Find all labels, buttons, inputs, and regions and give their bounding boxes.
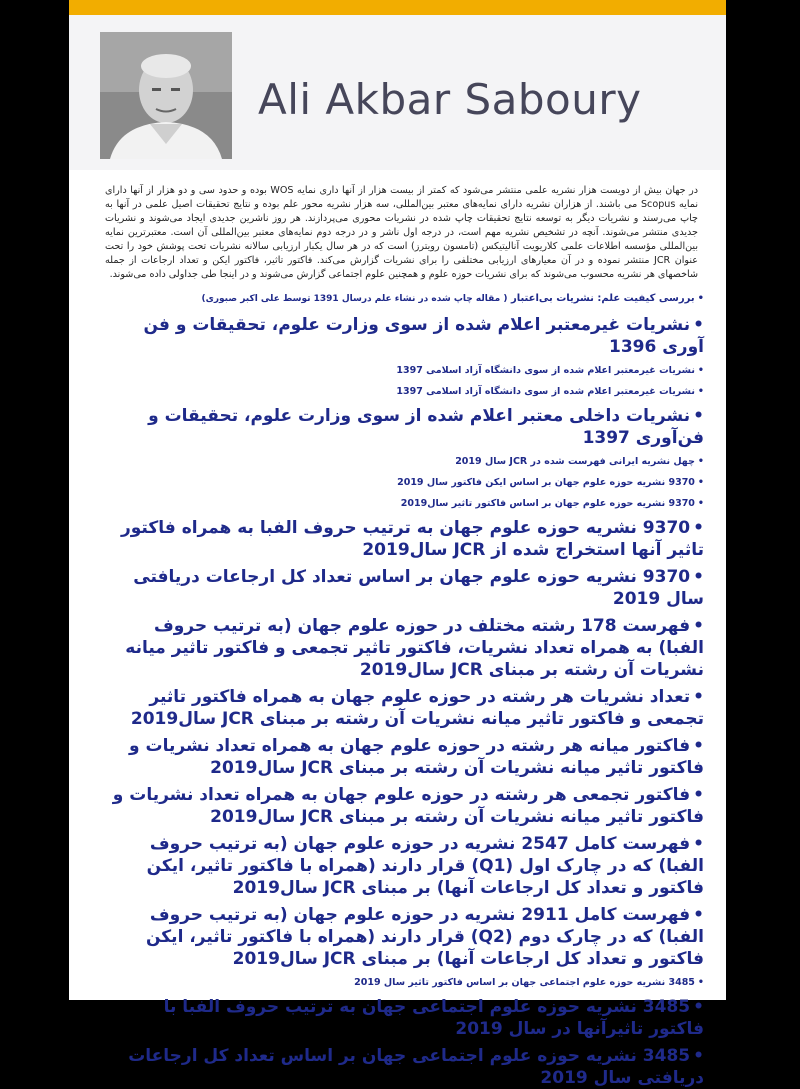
bullet-icon: • bbox=[693, 785, 704, 805]
list-item-label[interactable]: فاکتور میانه هر رشته در حوزه علوم جهان به همراه تعداد نشریات و فاکتور تاثیر میانه نشریات آن رشته بر مبنای JCR سال2019 bbox=[129, 736, 704, 778]
bullet-icon: • bbox=[697, 498, 704, 509]
profile-name: Ali Akbar Saboury bbox=[258, 75, 642, 124]
list-item-label[interactable]: فهرست کامل 2911 نشریه در حوزه علوم جهان (به ترتیب حروف الفبا) که در چارک دوم (Q2) قرار دارند (همراه با فاکتور تاثیر، ایکن فاکتور و تعداد کل ارجاعات آنها) بر مبنای JCR سال2019 bbox=[146, 905, 704, 969]
bullet-icon: • bbox=[693, 518, 704, 538]
profile-photo bbox=[100, 32, 232, 159]
list-item-label[interactable]: چهل نشریه ایرانی فهرست شده در JCR سال 2019 bbox=[455, 456, 695, 467]
intro-paragraph: در جهان بیش از دویست هزار نشریه علمی منتشر می‌شود که کمتر از بیست هزار از آنها داری نمایه WOS بوده و حدود سی و دو هزار از آنها دارای نمایه Scopus می باشند. از هزاران نشریه دارای نمایه‌های معتبر بین‌المللی، سه هزار نشریه محور علم بوده و نتایج تحقیقات اصیل علمی در آنها به چاپ می‌رسند و نشریات دیگر به توسعه نتایج تحقیقات چاپ شده در نشریات محوری می‌پردازند. هر روز ناشرین جدیدی ایجاد می‌شوند و نشریات جدیدی منتشر می‌شوند. آنچه در تشخیص نشریه مهم است، در درجه اول ناشر و در درجه دوم نمایه‌های معتبر بین‌المللی آن است. معتبرترین نمایه بین‌المللی مؤسسه اطلاعات علمی کلاریویت آنالیتیکس (تامسون رویترز) است که در هر سال یکبار ارزیابی سالانه نشریات تحت پوشش خود را تحت عنوان JCR منتشر نموده و در آن معیارهای ارزیابی مختلفی را برای نشریات گزارش می‌کند. فاکتور تاثیر، فاکتور ایکن و تعداد ارجاعات از جمله شاخصهای هر نشریه محسوب می‌شوند که برای نشریات حوزه علوم و همچنین علوم اجتماعی گزارش می‌شوند و در اینجا طی جداولی داده می‌شوند. bbox=[105, 185, 699, 280]
bullet-icon: • bbox=[693, 616, 704, 636]
bullet-icon: • bbox=[693, 687, 704, 707]
list-item-label[interactable]: نشریات غیرمعتبر اعلام شده از سوی دانشگاه آزاد اسلامی 1397 bbox=[396, 386, 695, 397]
list-item[interactable] bbox=[109, 996, 704, 1040]
bullet-icon: • bbox=[693, 997, 704, 1017]
bullet-icon: • bbox=[697, 386, 704, 397]
list-item-label[interactable]: 9370 نشریه حوزه علوم جهان به ترتیب حروف الفبا به همراه فاکتور تاثیر آنها استخراج شده از JCR سال2019 bbox=[120, 518, 704, 560]
top-accent-bar bbox=[69, 0, 726, 15]
list-item[interactable] bbox=[109, 904, 704, 970]
list-item[interactable] bbox=[109, 314, 704, 358]
list-item-label[interactable]: فاکتور تجمعی هر رشته در حوزه علوم جهان به همراه تعداد نشریات و فاکتور تاثیر میانه نشریات آن رشته بر مبنای JCR سال2019 bbox=[112, 785, 704, 827]
list-item-label[interactable]: 9370 نشریه حوزه علوم جهان بر اساس تعداد کل ارجاعات دریافتی سال 2019 bbox=[133, 567, 704, 609]
profile-header bbox=[69, 15, 726, 170]
list-item[interactable] bbox=[109, 1045, 704, 1089]
bullet-icon: • bbox=[693, 567, 704, 587]
list-item[interactable] bbox=[109, 384, 704, 399]
list-item-label[interactable]: تعداد نشریات هر رشته در حوزه علوم جهان به همراه فاکتور تاثیر تجمعی و فاکتور تاثیر میانه نشریات آن رشته بر مبنای JCR سال2019 bbox=[130, 687, 704, 729]
list-item[interactable] bbox=[109, 566, 704, 610]
list-item-label[interactable]: 9370 نشریه حوزه علوم جهان بر اساس ایکن فاکتور سال 2019 bbox=[397, 477, 695, 488]
bullet-icon: • bbox=[697, 977, 704, 988]
list-item[interactable] bbox=[109, 735, 704, 779]
publication-links-list bbox=[109, 292, 704, 1089]
list-item[interactable] bbox=[109, 784, 704, 828]
list-item-label[interactable]: بررسی کیفیت علم: نشریات بی‌اعتبار bbox=[510, 293, 695, 304]
page bbox=[69, 0, 726, 1088]
list-item[interactable] bbox=[109, 496, 704, 511]
bullet-icon: • bbox=[693, 1046, 704, 1066]
bullet-icon: • bbox=[697, 456, 704, 467]
list-item-label[interactable]: 3485 نشریه حوزه علوم اجتماعی جهان بر اساس فاکتور تاثیر سال 2019 bbox=[354, 977, 695, 988]
list-item[interactable] bbox=[109, 517, 704, 561]
list-item[interactable] bbox=[109, 475, 704, 490]
list-item-label[interactable]: نشریات غیرمعتبر اعلام شده از سوی دانشگاه آزاد اسلامی 1397 bbox=[396, 365, 695, 376]
list-item-label[interactable]: 3485 نشریه حوزه علوم اجتماعی جهان بر اساس تعداد کل ارجاعات دریافتی سال 2019 bbox=[128, 1046, 704, 1088]
list-item[interactable] bbox=[109, 975, 704, 990]
bullet-icon: • bbox=[693, 905, 704, 925]
bullet-icon: • bbox=[697, 293, 704, 304]
bullet-icon: • bbox=[697, 365, 704, 376]
list-item-label[interactable]: 3485 نشریه حوزه علوم اجتماعی جهان به ترتیب حروف الفبا با فاکتور تاثیرآنها در سال 2019 bbox=[163, 997, 704, 1039]
list-item-label[interactable]: 9370 نشریه حوزه علوم جهان بر اساس فاکتور تاثیر سال2019 bbox=[400, 498, 695, 509]
list-item[interactable] bbox=[109, 292, 704, 306]
list-item-label[interactable]: نشریات غیرمعتبر اعلام شده از سوی وزارت علوم، تحقیقات و فن آوری 1396 bbox=[143, 315, 704, 357]
list-item-note: ( مقاله چاپ شده در نشاء علم درسال 1391 توسط علی اکبر صبوری) bbox=[201, 294, 508, 304]
list-item[interactable] bbox=[109, 363, 704, 378]
list-item-label[interactable]: فهرست کامل 2547 نشریه در حوزه علوم جهان (به ترتیب حروف الفبا) که در چارک اول (Q1) قرار دارند (همراه با فاکتور تاثیر، ایکن فاکتور و تعداد کل ارجاعات آنها) بر مبنای JCR سال2019 bbox=[146, 834, 704, 898]
list-item[interactable] bbox=[109, 686, 704, 730]
bullet-icon: • bbox=[693, 406, 704, 426]
list-item-label[interactable]: فهرست 178 رشته مختلف در حوزه علوم جهان (به ترتیب حروف الفبا) به همراه تعداد نشریات، فاکتور تاثیر تجمعی و فاکتور تاثیر میانه نشریات آن رشته بر مبنای JCR سال2019 bbox=[125, 616, 704, 680]
bullet-icon: • bbox=[697, 477, 704, 488]
bullet-icon: • bbox=[693, 315, 704, 335]
list-item-label[interactable]: نشریات داخلی معتبر اعلام شده از سوی وزارت علوم، تحقیقات و فن‌آوری 1397 bbox=[148, 406, 704, 448]
bullet-icon: • bbox=[693, 736, 704, 756]
list-item[interactable] bbox=[109, 405, 704, 449]
list-item[interactable] bbox=[109, 615, 704, 681]
list-item[interactable] bbox=[109, 454, 704, 469]
list-item[interactable] bbox=[109, 833, 704, 899]
bullet-icon: • bbox=[693, 834, 704, 854]
